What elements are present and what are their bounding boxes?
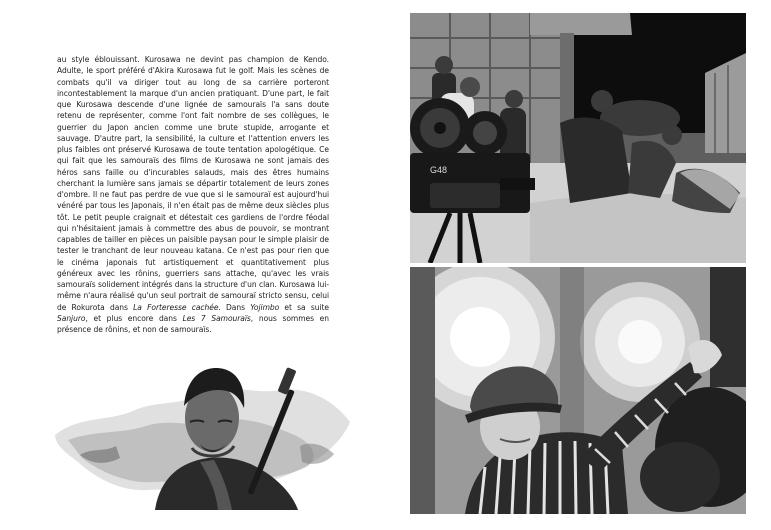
samurai-ink-portrait-icon — [50, 360, 355, 510]
body-text-part-5: , nous sommes en présence de rônins, et non de samouraïs. — [57, 313, 329, 334]
film-title-7-samourais: Les 7 Samouraïs — [182, 313, 251, 323]
camera-label: G48 — [430, 165, 448, 175]
director-with-lights-photo-icon — [410, 267, 746, 514]
film-title-forteresse: La Forteresse cachée — [133, 302, 219, 312]
body-text-part-4: , et plus encore dans — [85, 313, 183, 323]
body-text — [57, 54, 329, 335]
body-text-part-2: . Dans — [218, 302, 251, 312]
left-page — [0, 0, 385, 530]
body-text-part-1: au style éblouissant. Kurosawa ne devint pas champion de Kendo. Adulte, le sport préféré d'Akira Kurosawa fut le golf. Mais les scènes de combats qu'il va diriger tout au long de sa carrière porteront incontestablement la marque d'un ancien pratiquant. D'une part, le fait que Kurosawa descende d'une lignée de samouraïs l'a sans doute retenu de représenter, comme l'ont fait nombre de ses collègues, le guerrier du Japon ancien comme une brute stupide, arrogante et sauvage. D'autre part, la sensibilité, la culture et l'attention envers les plus faibles ont préservé Kurosawa de toute tentation apologétique. Ce qui fait que les samouraïs des films de Kurosawa ne sont jamais des héros sans faille ou d'incurables salauds, mais des êtres humains cherchant la lumière sans jamais se départir totalement de leurs zones d'ombre. Il ne faut pas perdre de vue que si le samouraï est aujourd'hui vénéré par tous les Japonais, il n'en était pas de même deux siècles plus tôt. Le petit peuple craignait et détestait ces gardiens de l'ordre féodal qui n'hésitaient jamais à commettre des abus de pouvoir, se montrant capables de tailler en pièces un paisible paysan pour le simple plaisir de tester le tranchant de leur nouveau katana. Ce n'est pas pour rien que le cinéma japonais fut artistiquement et quantitativement plus généreux avec les rônins, guerriers sans attache, qu'avec les vrais samouraïs solidement intégrés dans la structure d'un clan. Kurosawa lui-même n'aura réalisé qu'un seul portrait de samouraï stricto sensu, celui de Rokurota dans — [57, 55, 329, 312]
film-title-yojimbo: Yojimbo — [250, 302, 280, 312]
film-set-camera-photo-icon — [410, 13, 746, 263]
film-title-sanjuro: Sanjuro — [57, 313, 86, 323]
body-text-part-3: et sa suite — [279, 302, 330, 312]
